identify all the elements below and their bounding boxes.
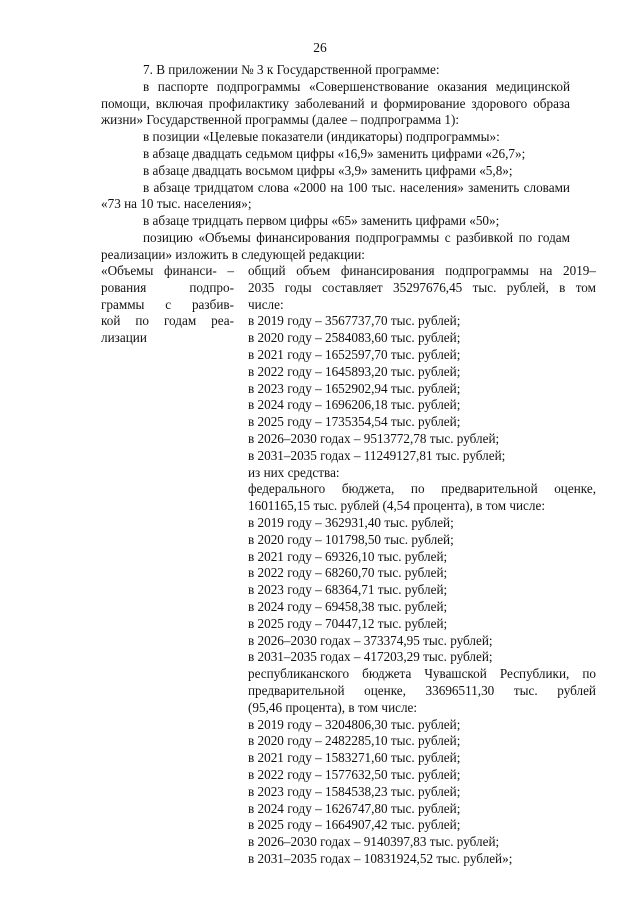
position-title-column bbox=[101, 263, 234, 347]
financing-line: в 2020 году – 101798,50 тыс. рублей; bbox=[248, 531, 454, 547]
financing-line: 2035 годы составляет 35297676,45 тыс. рублей, в том bbox=[248, 279, 596, 295]
financing-line: 1601165,15 тыс. рублей (4,54 процента), в том числе: bbox=[248, 498, 546, 514]
financing-line: в 2022 году – 1577632,50 тыс. рублей; bbox=[248, 766, 461, 782]
financing-line: в 2019 году – 362931,40 тыс. рублей; bbox=[248, 514, 454, 530]
financing-line: в 2019 году – 3567737,70 тыс. рублей; bbox=[248, 313, 461, 329]
position-title-line: лизации bbox=[101, 330, 147, 346]
page-number: 26 bbox=[313, 40, 327, 55]
intro-paragraph: в абзаце тридцатом слова «2000 на 100 тыс. населения» заменить словами «73 на 10 тыс. населения»; bbox=[101, 179, 570, 212]
financing-line: в 2026–2030 годах – 373374,95 тыс. рублей; bbox=[248, 632, 493, 648]
position-title-line: рования подпро- bbox=[101, 279, 234, 295]
financing-line: в 2026–2030 годах – 9513772,78 тыс. рублей; bbox=[248, 430, 500, 446]
financing-line: федерального бюджета, по предварительной оценке, bbox=[248, 481, 596, 497]
financing-line: в 2020 году – 2584083,60 тыс. рублей; bbox=[248, 330, 461, 346]
financing-line: в 2025 году – 1735354,54 тыс. рублей; bbox=[248, 414, 461, 430]
financing-text-column bbox=[248, 263, 596, 868]
intro-paragraph: в абзаце двадцать седьмом цифры «16,9» заменить цифрами «26,7»; bbox=[143, 145, 526, 161]
financing-line: в 2025 году – 1664907,42 тыс. рублей; bbox=[248, 817, 461, 833]
financing-line: из них средства: bbox=[248, 464, 340, 480]
intro-paragraph: в позиции «Целевые показатели (индикаторы) подпрограммы»: bbox=[143, 129, 500, 145]
financing-line: предварительной оценке, 33696511,30 тыс. рублей bbox=[248, 682, 596, 698]
financing-line: в 2023 году – 1584538,23 тыс. рублей; bbox=[248, 783, 461, 799]
financing-line: в 2019 году – 3204806,30 тыс. рублей; bbox=[248, 716, 461, 732]
position-title-line: граммы с разбив- bbox=[101, 296, 234, 312]
financing-line: в 2023 году – 68364,71 тыс. рублей; bbox=[248, 582, 448, 598]
financing-line: в 2024 году – 1626747,80 тыс. рублей; bbox=[248, 800, 461, 816]
financing-line: общий объем финансирования подпрограммы на 2019– bbox=[248, 263, 596, 278]
financing-line: в 2022 году – 68260,70 тыс. рублей; bbox=[248, 565, 448, 581]
financing-line: числе: bbox=[248, 296, 284, 312]
financing-line: в 2022 году – 1645893,20 тыс. рублей; bbox=[248, 363, 461, 379]
financing-line: республиканского бюджета Чувашской Республики, по bbox=[248, 666, 596, 682]
financing-line: в 2031–2035 годах – 11249127,81 тыс. рублей; bbox=[248, 447, 506, 463]
position-title-line: «Объемы финанси- – bbox=[101, 263, 234, 278]
intro-paragraph: в паспорте подпрограммы «Совершенствование оказания медицинской помощи, включая профилактику заболеваний и формирование здорового образа жизни» Государственной программы (далее – подпрограмма 1): bbox=[101, 78, 570, 128]
financing-line: в 2021 году – 1652597,70 тыс. рублей; bbox=[248, 346, 461, 362]
financing-line: в 2025 году – 70447,12 тыс. рублей; bbox=[248, 615, 448, 631]
intro-paragraph: в абзаце двадцать восьмом цифры «3,9» заменить цифрами «5,8»; bbox=[143, 162, 513, 178]
financing-line: в 2031–2035 годах – 417203,29 тыс. рублей; bbox=[248, 649, 493, 665]
financing-line: в 2023 году – 1652902,94 тыс. рублей; bbox=[248, 380, 461, 396]
financing-line: (95,46 процента), в том числе: bbox=[248, 699, 418, 715]
financing-line: в 2024 году – 69458,38 тыс. рублей; bbox=[248, 598, 448, 614]
financing-line: в 2026–2030 годах – 9140397,83 тыс. рублей; bbox=[248, 834, 500, 850]
financing-line: в 2024 году – 1696206,18 тыс. рублей; bbox=[248, 397, 461, 413]
financing-line: в 2031–2035 годах – 10831924,52 тыс. рублей»; bbox=[248, 850, 513, 866]
intro-paragraph: в абзаце тридцать первом цифры «65» заменить цифрами «50»; bbox=[143, 213, 500, 229]
position-title-line: кой по годам реа- bbox=[101, 313, 234, 329]
intro-paragraph: позицию «Объемы финансирования подпрограммы с разбивкой по годам реализации» изложить в следующей редакции: bbox=[101, 229, 570, 262]
intro-section bbox=[101, 62, 570, 264]
financing-line: в 2021 году – 1583271,60 тыс. рублей; bbox=[248, 750, 461, 766]
financing-line: в 2020 году – 2482285,10 тыс. рублей; bbox=[248, 733, 461, 749]
financing-line: в 2021 году – 69326,10 тыс. рублей; bbox=[248, 548, 448, 564]
intro-paragraph: 7. В приложении № 3 к Государственной программе: bbox=[143, 62, 440, 77]
